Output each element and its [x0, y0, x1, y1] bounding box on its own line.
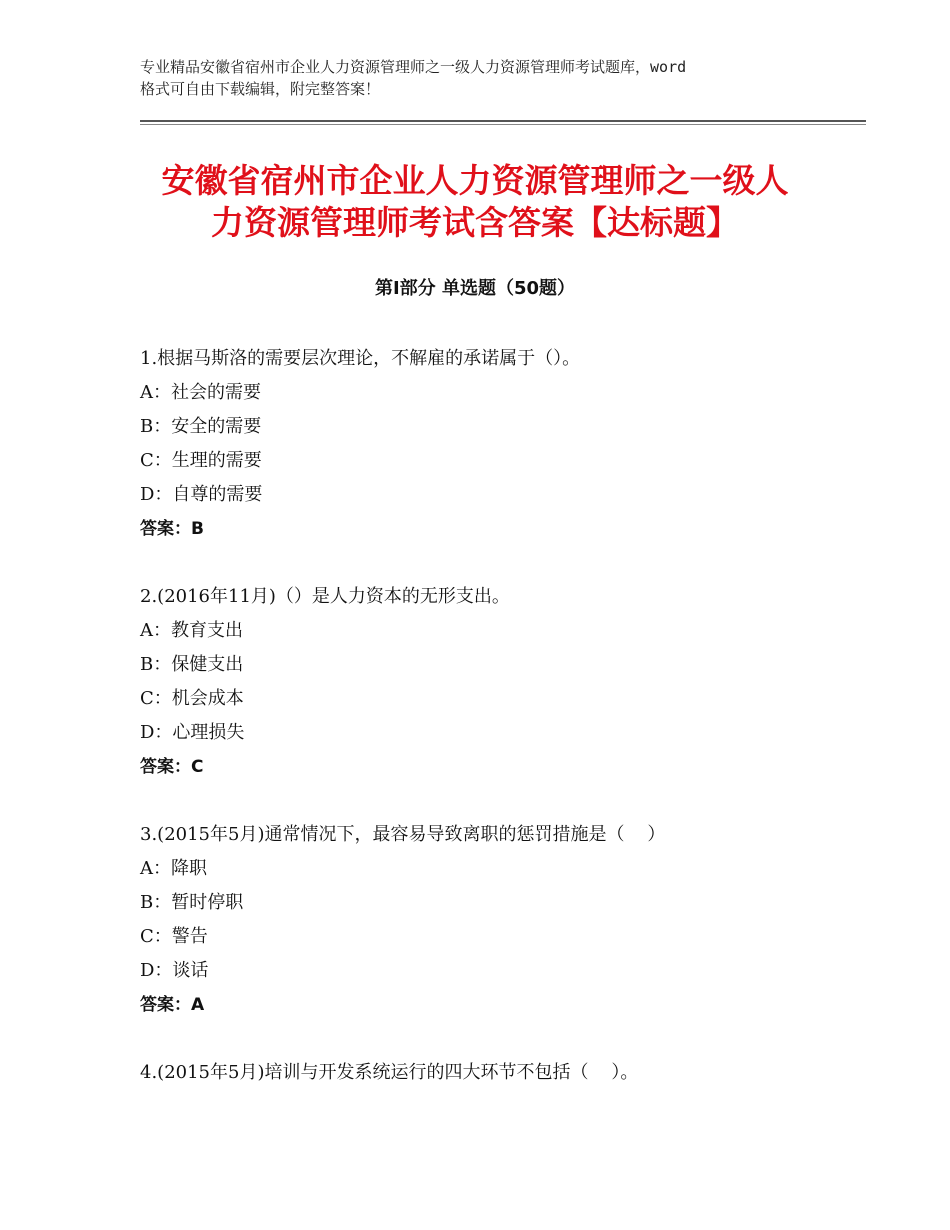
divider-thin-line	[140, 124, 866, 125]
divider-thick-line	[140, 120, 866, 122]
document-title-line-2: 力资源管理师考试含答案【达标题】	[211, 203, 739, 242]
header-note	[140, 56, 840, 100]
question-stem: 4.(2015年5月)培训与开发系统运行的四大环节不包括（ ）。	[140, 1062, 639, 1083]
answer: 答案：B	[140, 519, 204, 539]
question-1	[140, 342, 860, 546]
option-d: D：自尊的需要	[140, 484, 263, 505]
answer: 答案：C	[140, 757, 204, 777]
option-c: C：生理的需要	[140, 450, 262, 471]
answer: 答案：A	[140, 995, 205, 1015]
document-title-line-1: 安徽省宿州市企业人力资源管理师之一级人	[161, 161, 789, 200]
question-stem: 1.根据马斯洛的需要层次理论，不解雇的承诺属于（）。	[140, 348, 581, 369]
option-b: B：暂时停职	[140, 892, 244, 913]
question-3	[140, 818, 860, 1022]
option-a: A：降职	[140, 858, 207, 879]
question-4	[140, 1056, 860, 1090]
option-a: A：教育支出	[140, 620, 243, 641]
question-stem: 2.(2016年11月)（）是人力资本的无形支出。	[140, 586, 510, 607]
option-b: B：保健支出	[140, 654, 244, 675]
question-stem: 3.(2015年5月)通常情况下，最容易导致离职的惩罚措施是（ ）	[140, 824, 666, 845]
option-a: A：社会的需要	[140, 382, 261, 403]
header-note-line-1: 专业精品安徽省宿州市企业人力资源管理师之一级人力资源管理师考试题库，word	[140, 58, 687, 76]
option-d: D：心理损失	[140, 722, 245, 743]
option-c: C：警告	[140, 926, 208, 947]
question-list	[140, 342, 860, 1124]
section-title: 第Ⅰ部分 单选题（50题）	[374, 278, 575, 299]
header-divider	[140, 120, 866, 125]
question-2	[140, 580, 860, 784]
option-d: D：谈话	[140, 960, 209, 981]
option-c: C：机会成本	[140, 688, 244, 709]
header-note-line-2: 格式可自由下载编辑，附完整答案！	[140, 80, 381, 98]
option-b: B：安全的需要	[140, 416, 262, 437]
document-title	[100, 160, 850, 244]
